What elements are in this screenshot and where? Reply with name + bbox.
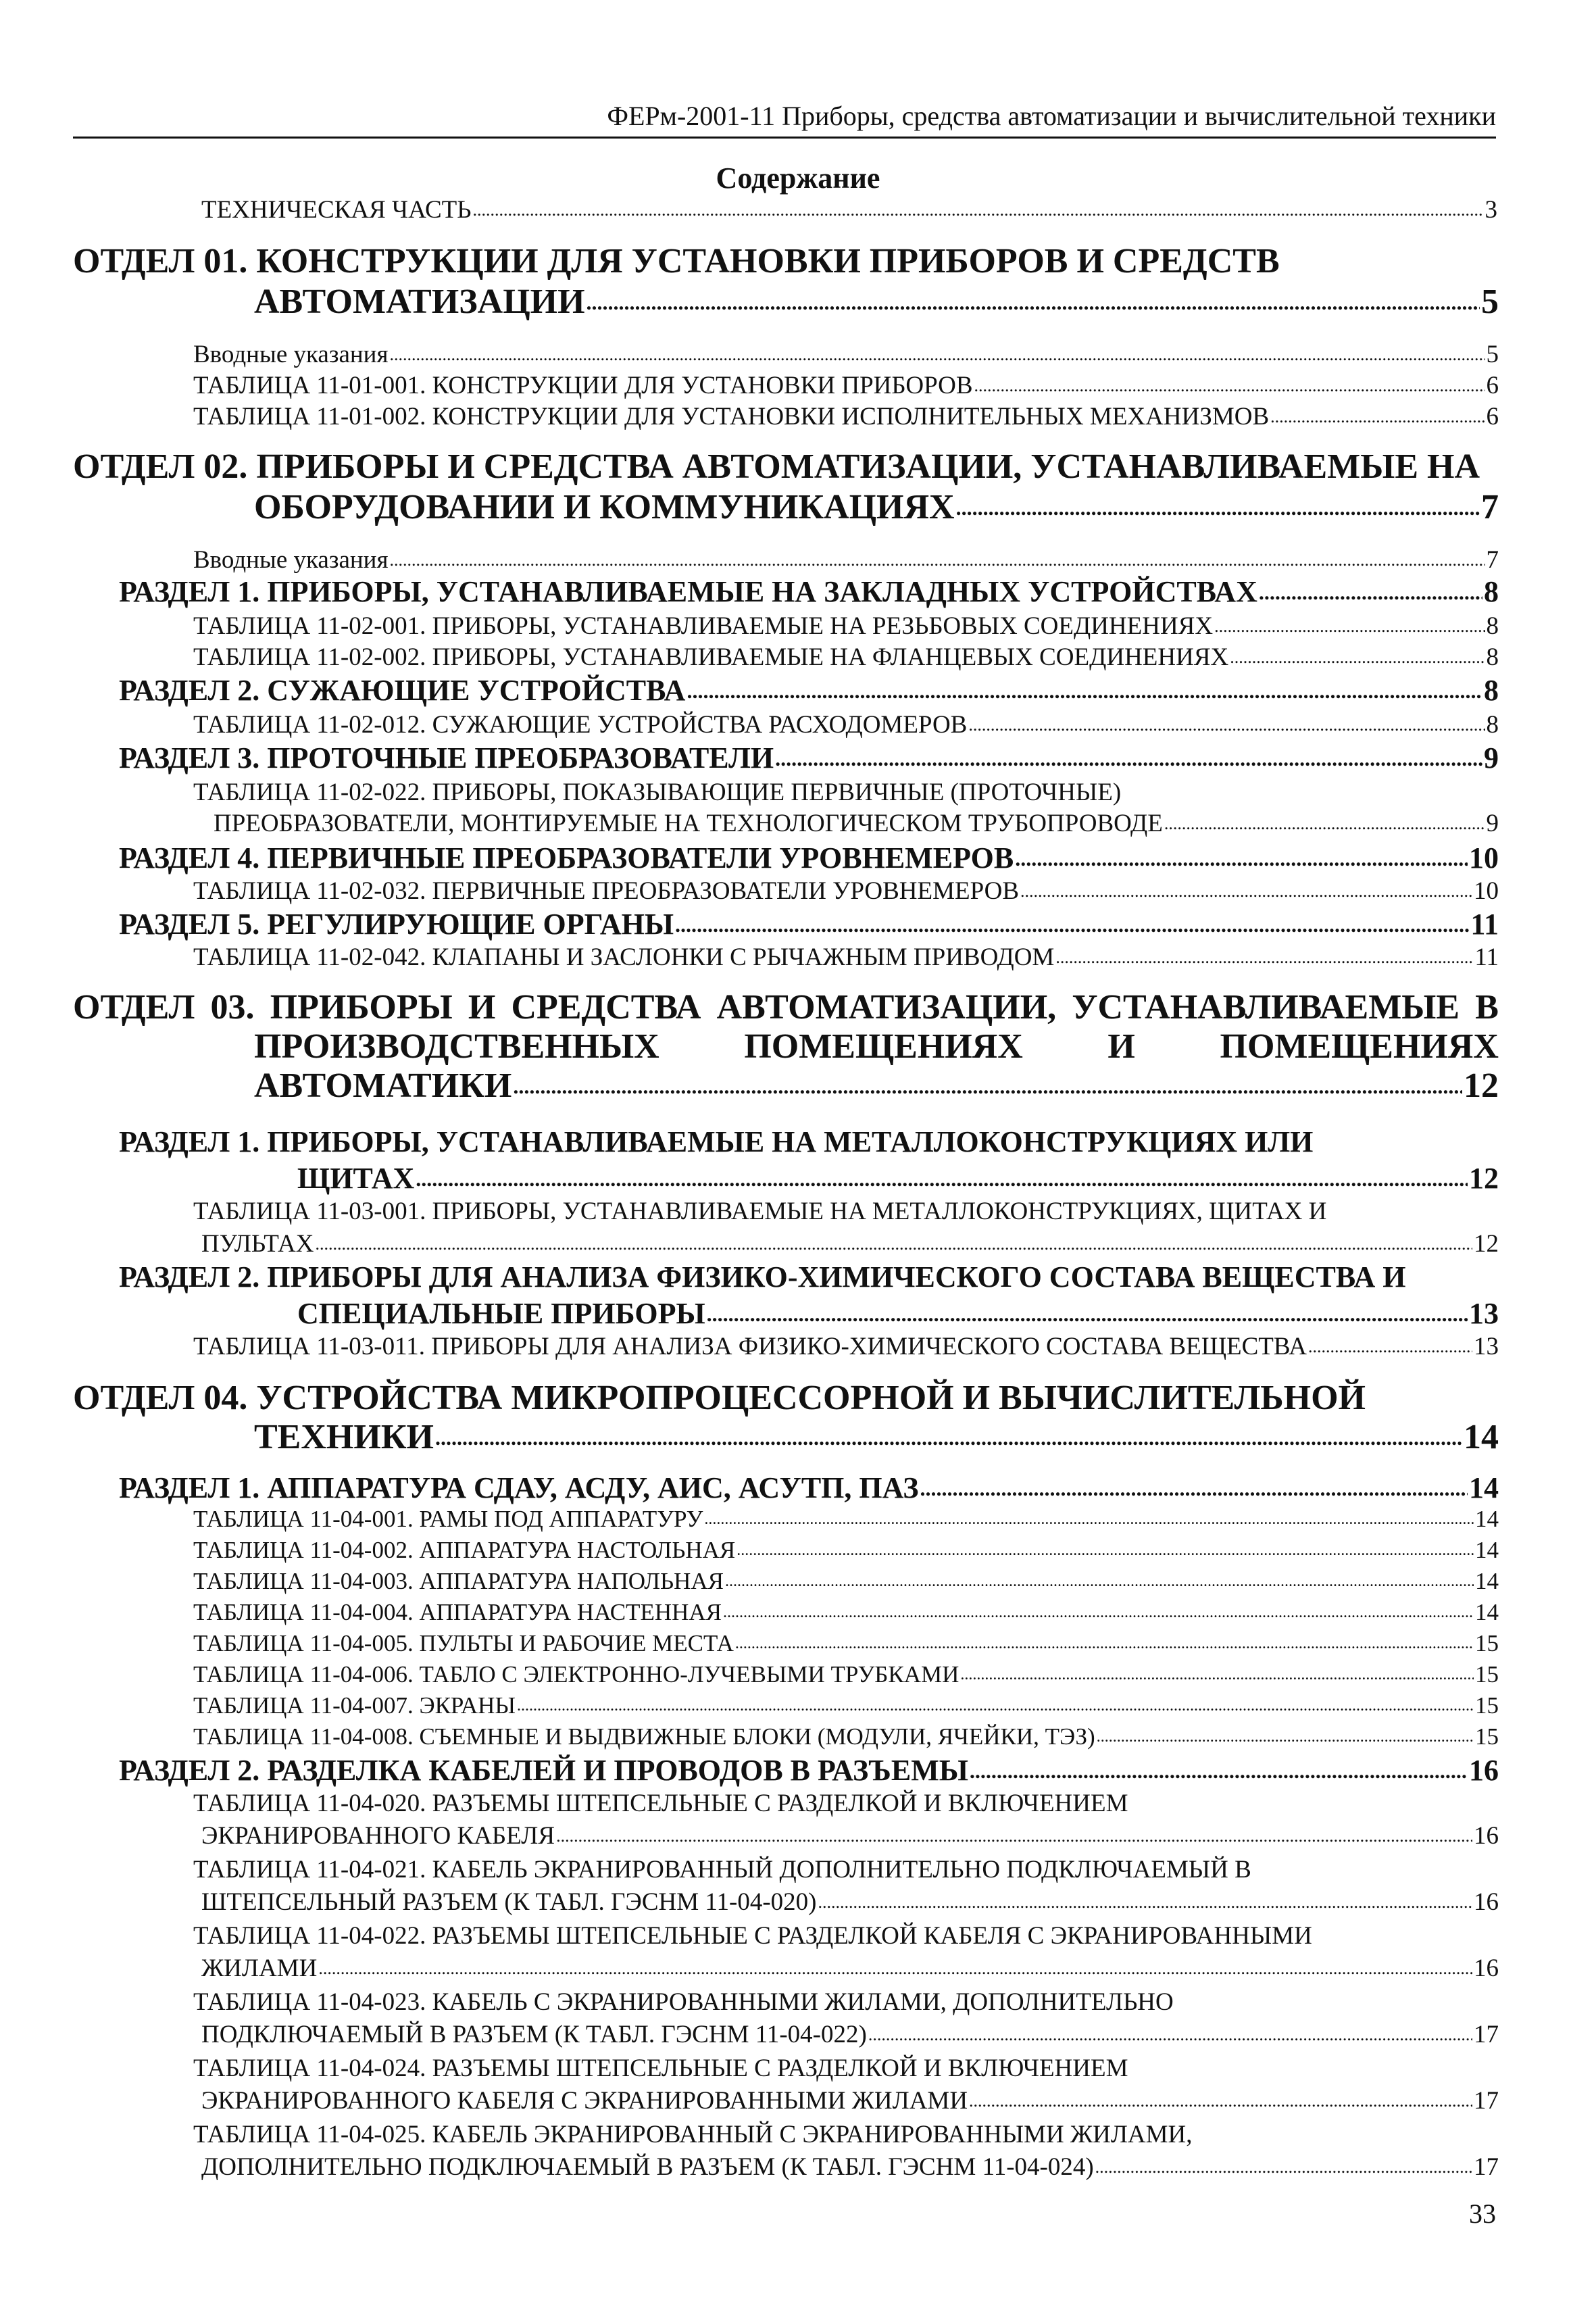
toc-table-11-02-001[interactable] [193, 611, 1499, 642]
toc-entry-label: РАЗДЕЛ 4. ПЕРВИЧНЫЕ ПРЕОБРАЗОВАТЕЛИ УРОВНЕМЕРОВ [119, 841, 1014, 875]
toc-page-number: 15 [1475, 1723, 1499, 1750]
dot-leader [868, 2019, 1472, 2050]
toc-entry-label: ТАБЛИЦА 11-02-012. СУЖАЮЩИЕ УСТРОЙСТВА РАСХОДОМЕРОВ [193, 711, 968, 739]
dot-leader [1055, 942, 1473, 973]
toc-page-number: 15 [1475, 1661, 1499, 1688]
toc-page-number: 13 [1474, 1333, 1499, 1360]
toc-division-03-line2[interactable] [254, 1027, 1499, 1066]
toc-entry-label: РАЗДЕЛ 2. РАЗДЕЛКА КАБЕЛЕЙ И ПРОВОДОВ В РАЗЪЕМЫ [119, 1754, 968, 1787]
toc-entry-label: ТАБЛИЦА 11-02-042. КЛАПАНЫ И ЗАСЛОНКИ С РЫЧАЖНЫМ ПРИВОДОМ [193, 943, 1055, 971]
toc-page-number: 11 [1474, 943, 1499, 971]
dot-leader [1164, 808, 1485, 839]
toc-entry-label: ТАБЛИЦА 11-04-002. АППАРАТУРА НАСТОЛЬНАЯ [193, 1537, 736, 1563]
toc-entry-label: РАЗДЕЛ 3. ПРОТОЧНЫЕ ПРЕОБРАЗОВАТЕЛИ [119, 741, 774, 774]
word: ПОМЕЩЕНИЯХ [1220, 1027, 1499, 1066]
toc-page-number: 15 [1475, 1692, 1499, 1719]
dot-leader [960, 1660, 1474, 1690]
toc-table-11-04-001[interactable] [193, 1504, 1499, 1534]
toc-table-11-01-002[interactable] [193, 401, 1499, 433]
dot-leader [316, 1229, 1473, 1260]
toc-section-03-1-line1[interactable]: РАЗДЕЛ 1. ПРИБОРЫ, УСТАНАВЛИВАЕМЫЕ НА МЕТАЛЛОКОНСТРУКЦИЯХ ИЛИ [119, 1125, 1314, 1158]
toc-page-number: 6 [1486, 372, 1499, 399]
toc-page-number: 16 [1469, 1754, 1499, 1787]
toc-entry-label: ОБОРУДОВАНИИ И КОММУНИКАЦИЯХ [254, 488, 955, 526]
toc-table-11-02-022[interactable] [214, 808, 1499, 839]
toc-page-number: 12 [1464, 1066, 1499, 1105]
toc-division-04[interactable] [254, 1418, 1499, 1457]
toc-table-11-04-024[interactable] [201, 2086, 1499, 2117]
toc-table-11-04-021-line1[interactable]: ТАБЛИЦА 11-04-021. КАБЕЛЬ ЭКРАНИРОВАННЫЙ ДОПОЛНИТЕЛЬНО ПОДКЛЮЧАЕМЫЙ В [193, 1856, 1251, 1884]
toc-section-04-1[interactable] [119, 1471, 1499, 1506]
dot-leader [1015, 841, 1468, 876]
toc-page-number: 8 [1484, 575, 1499, 608]
dot-leader [723, 1598, 1474, 1627]
dot-leader [675, 907, 1469, 942]
toc-entry-label: ТАБЛИЦА 11-01-001. КОНСТРУКЦИИ ДЛЯ УСТАНОВКИ ПРИБОРОВ [193, 372, 973, 399]
dot-leader [725, 1567, 1474, 1596]
toc-page-number: 16 [1474, 1954, 1499, 1982]
toc-page-number: 8 [1486, 612, 1499, 640]
toc-page-number: 11 [1470, 908, 1499, 941]
toc-table-11-04-025-line1[interactable]: ТАБЛИЦА 11-04-025. КАБЕЛЬ ЭКРАНИРОВАННЫЙ С ЭКРАНИРОВАННЫМИ ЖИЛАМИ, [193, 2121, 1193, 2148]
toc-page-number: 7 [1486, 546, 1499, 574]
word: ПРИБОРЫ [270, 988, 453, 1027]
toc-entry-label: ТАБЛИЦА 11-04-007. ЭКРАНЫ [193, 1692, 516, 1719]
toc-entry-label: ТАБЛИЦА 11-04-001. РАМЫ ПОД АППАРАТУРУ [193, 1506, 703, 1532]
toc-entry-label: Вводные указания [193, 341, 389, 368]
dot-leader [389, 339, 1485, 370]
toc-entry-label: ТЕХНИКИ [254, 1418, 434, 1456]
toc-entry-label: ПУЛЬТАХ [201, 1230, 314, 1258]
toc-page-number: 14 [1475, 1568, 1499, 1594]
toc-page-number: 12 [1474, 1230, 1499, 1258]
toc-page-number: 16 [1474, 1888, 1499, 1916]
toc-entry-label: ТАБЛИЦА 11-04-006. ТАБЛО С ЭЛЕКТРОННО-ЛУЧЕВЫМИ ТРУБКАМИ [193, 1661, 959, 1688]
dot-leader [818, 1887, 1473, 1918]
toc-table-11-04-024-line1[interactable]: ТАБЛИЦА 11-04-024. РАЗЪЕМЫ ШТЕПСЕЛЬНЫЕ С РАЗДЕЛКОЙ И ВКЛЮЧЕНИЕМ [193, 2054, 1128, 2082]
dot-leader [775, 741, 1482, 776]
toc-page-number: 3 [1485, 196, 1497, 224]
toc-table-11-04-003[interactable] [193, 1567, 1499, 1596]
dot-leader [318, 1953, 1472, 1984]
word: ПРОИЗВОДСТВЕННЫХ [254, 1027, 659, 1066]
toc-page-number: 12 [1469, 1162, 1499, 1195]
toc-table-11-04-022-line1[interactable]: ТАБЛИЦА 11-04-022. РАЗЪЕМЫ ШТЕПСЕЛЬНЫЕ С РАЗДЕЛКОЙ КАБЕЛЯ С ЭКРАНИРОВАННЫМИ [193, 1922, 1312, 1950]
dot-leader [974, 370, 1485, 401]
toc-page-number: 8 [1484, 674, 1499, 707]
toc-entry-label: ЩИТАХ [297, 1162, 415, 1195]
toc-table-11-04-002[interactable] [193, 1535, 1499, 1565]
toc-entry-label: ТАБЛИЦА 11-02-002. ПРИБОРЫ, УСТАНАВЛИВАЕМЫЕ НА ФЛАНЦЕВЫХ СОЕДИНЕНИЯХ [193, 643, 1229, 671]
toc-division-01-line1[interactable]: ОТДЕЛ 01. КОНСТРУКЦИИ ДЛЯ УСТАНОВКИ ПРИБОРОВ И СРЕДСТВ [73, 242, 1280, 280]
toc-entry-label: ТАБЛИЦА 11-04-008. СЪЕМНЫЕ И ВЫДВИЖНЫЕ БЛОКИ (МОДУЛИ, ЯЧЕЙКИ, ТЭЗ) [193, 1723, 1095, 1750]
toc-entry-label: ТАБЛИЦА 11-04-003. АППАРАТУРА НАПОЛЬНАЯ [193, 1568, 724, 1594]
dot-leader [1214, 611, 1485, 642]
toc-entry-label: ТАБЛИЦА 11-04-005. ПУЛЬТЫ И РАБОЧИЕ МЕСТА [193, 1630, 734, 1656]
toc-entry-label: РАЗДЕЛ 2. СУЖАЮЩИЕ УСТРОЙСТВА [119, 674, 686, 707]
toc-division-01[interactable] [254, 282, 1499, 322]
toc-table-11-04-020-line1[interactable]: ТАБЛИЦА 11-04-020. РАЗЪЕМЫ ШТЕПСЕЛЬНЫЕ С РАЗДЕЛКОЙ И ВКЛЮЧЕНИЕМ [193, 1790, 1128, 1817]
toc-table-11-01-001[interactable] [193, 370, 1499, 401]
dot-leader [687, 673, 1482, 708]
toc-entry-label: ШТЕПСЕЛЬНЫЙ РАЗЪЕМ (К ТАБЛ. ГЭСНМ 11-04-020) [201, 1888, 817, 1916]
toc-table-11-03-011[interactable] [193, 1331, 1499, 1362]
toc-page-number: 17 [1474, 2153, 1499, 2181]
toc-table-11-04-021[interactable] [201, 1887, 1499, 1918]
toc-page-number: 13 [1469, 1297, 1499, 1330]
toc-entry-label: РАЗДЕЛ 5. РЕГУЛИРУЮЩИЕ ОРГАНЫ [119, 908, 674, 941]
toc-entry-intro-01[interactable] [193, 339, 1499, 370]
toc-page-number: 10 [1474, 877, 1499, 905]
toc-entry-intro-02[interactable] [193, 545, 1499, 576]
toc-title: Содержание [716, 162, 880, 195]
word: АВТОМАТИЗАЦИИ, [716, 988, 1057, 1027]
toc-page-number: 9 [1484, 741, 1499, 774]
dot-leader [556, 1821, 1472, 1852]
toc-page-number: 8 [1486, 643, 1499, 671]
toc-entry-label: ПРЕОБРАЗОВАТЕЛИ, МОНТИРУЕМЫЕ НА ТЕХНОЛОГИЧЕСКОМ ТРУБОПРОВОДЕ [214, 810, 1163, 837]
toc-entry-label: РАЗДЕЛ 1. АППАРАТУРА СДАУ, АСДУ, АИС, АСУТП, ПАЗ [119, 1471, 919, 1504]
toc-page-number: 9 [1486, 810, 1499, 837]
toc-table-11-04-023-line1[interactable]: ТАБЛИЦА 11-04-023. КАБЕЛЬ С ЭКРАНИРОВАННЫМИ ЖИЛАМИ, ДОПОЛНИТЕЛЬНО [193, 1988, 1174, 2016]
dot-leader [416, 1161, 1468, 1196]
toc-entry-label: ПОДКЛЮЧАЕМЫЙ В РАЗЪЕМ (К ТАБЛ. ГЭСНМ 11-04-022) [201, 2021, 867, 2048]
word: И [1107, 1027, 1135, 1066]
dot-leader [472, 195, 1483, 226]
toc-page-number: 10 [1469, 841, 1499, 875]
toc-page-number: 7 [1481, 488, 1499, 526]
dot-leader [969, 2086, 1472, 2117]
toc-entry-label: РАЗДЕЛ 1. ПРИБОРЫ, УСТАНАВЛИВАЕМЫЕ НА ЗАКЛАДНЫХ УСТРОЙСТВАХ [119, 575, 1257, 608]
toc-division-03-line1[interactable] [73, 988, 1499, 1027]
word: В [1475, 988, 1499, 1027]
dot-leader [1259, 574, 1482, 610]
toc-section-02-3[interactable] [119, 741, 1499, 776]
toc-entry-label: АВТОМАТИЗАЦИИ [254, 282, 585, 321]
toc-division-02-line1[interactable]: ОТДЕЛ 02. ПРИБОРЫ И СРЕДСТВА АВТОМАТИЗАЦИИ, УСТАНАВЛИВАЕМЫЕ НА [73, 447, 1480, 486]
dot-leader [435, 1418, 1462, 1457]
dot-leader [1230, 642, 1485, 673]
toc-section-03-2[interactable] [297, 1296, 1499, 1331]
toc-table-11-02-002[interactable] [193, 642, 1499, 673]
dot-leader [956, 488, 1480, 527]
toc-division-04-line1[interactable]: ОТДЕЛ 04. УСТРОЙСТВА МИКРОПРОЦЕССОРНОЙ И ВЫЧИСЛИТЕЛЬНОЙ [73, 1379, 1366, 1417]
toc-table-11-04-006[interactable] [193, 1660, 1499, 1690]
toc-table-11-04-025[interactable] [201, 2152, 1499, 2183]
dot-leader [587, 282, 1480, 322]
word: СРЕДСТВА [511, 988, 701, 1027]
word: ПОМЕЩЕНИЯХ [744, 1027, 1023, 1066]
toc-entry-label: ТАБЛИЦА 11-03-011. ПРИБОРЫ ДЛЯ АНАЛИЗА ФИЗИКО-ХИМИЧЕСКОГО СОСТАВА ВЕЩЕСТВА [193, 1333, 1307, 1360]
toc-page-number: 6 [1486, 403, 1499, 430]
toc-division-03[interactable] [254, 1066, 1499, 1106]
toc-page-number: 14 [1464, 1418, 1499, 1456]
dot-leader [513, 1066, 1462, 1106]
dot-leader [737, 1535, 1474, 1565]
toc-entry-tech[interactable] [201, 195, 1497, 226]
dot-leader [517, 1691, 1474, 1721]
toc-table-11-04-004[interactable] [193, 1598, 1499, 1627]
toc-page-number: 14 [1475, 1537, 1499, 1563]
toc-entry-label: Вводные указания [193, 546, 389, 574]
toc-entry-label: ТАБЛИЦА 11-02-032. ПЕРВИЧНЫЕ ПРЕОБРАЗОВАТЕЛИ УРОВНЕМЕРОВ [193, 877, 1019, 905]
toc-table-11-02-012[interactable] [193, 710, 1499, 741]
toc-page-number: 14 [1475, 1599, 1499, 1625]
toc-page-number: 14 [1469, 1471, 1499, 1504]
toc-entry-label: СПЕЦИАЛЬНЫЕ ПРИБОРЫ [297, 1297, 705, 1330]
toc-page-number: 15 [1475, 1630, 1499, 1656]
toc-table-11-02-032[interactable] [193, 876, 1499, 907]
toc-entry-label: ТАБЛИЦА 11-01-002. КОНСТРУКЦИИ ДЛЯ УСТАНОВКИ ИСПОЛНИТЕЛЬНЫХ МЕХАНИЗМОВ [193, 403, 1270, 430]
word: 03. [210, 988, 255, 1027]
toc-entry-label: ЭКРАНИРОВАННОГО КАБЕЛЯ С ЭКРАНИРОВАННЫМИ ЖИЛАМИ [201, 2087, 968, 2115]
toc-section-02-1[interactable] [119, 574, 1499, 610]
dot-leader [389, 545, 1485, 576]
toc-table-11-04-008[interactable] [193, 1722, 1499, 1752]
dot-leader [735, 1629, 1474, 1658]
toc-section-02-4[interactable] [119, 841, 1499, 876]
toc-entry-label: ЖИЛАМИ [201, 1954, 318, 1982]
dot-leader [707, 1296, 1468, 1331]
toc-page-number: 16 [1474, 1822, 1499, 1850]
toc-entry-label: ТАБЛИЦА 11-04-004. АППАРАТУРА НАСТЕННАЯ [193, 1599, 722, 1625]
toc-section-03-1[interactable] [297, 1161, 1499, 1196]
dot-leader [1095, 2152, 1472, 2183]
toc-section-03-2-line1[interactable]: РАЗДЕЛ 2. ПРИБОРЫ ДЛЯ АНАЛИЗА ФИЗИКО-ХИМИЧЕСКОГО СОСТАВА ВЕЩЕСТВА И [119, 1260, 1406, 1294]
dot-leader [920, 1471, 1468, 1506]
toc-table-11-03-001-line1[interactable]: ТАБЛИЦА 11-03-001. ПРИБОРЫ, УСТАНАВЛИВАЕМЫЕ НА МЕТАЛЛОКОНСТРУКЦИЯХ, ЩИТАХ И [193, 1198, 1327, 1225]
toc-table-11-02-042[interactable] [193, 942, 1499, 973]
toc-entry-label: ТАБЛИЦА 11-02-001. ПРИБОРЫ, УСТАНАВЛИВАЕМЫЕ НА РЕЗЬБОВЫХ СОЕДИНЕНИЯХ [193, 612, 1214, 640]
toc-table-11-04-007[interactable] [193, 1691, 1499, 1721]
toc-page-number: 17 [1474, 2087, 1499, 2115]
toc-table-11-04-020[interactable] [201, 1821, 1499, 1852]
dot-leader [970, 1753, 1468, 1788]
toc-division-02[interactable] [254, 488, 1499, 527]
toc-page-number: 5 [1481, 282, 1499, 321]
toc-section-02-5[interactable] [119, 907, 1499, 942]
page-number: 33 [1469, 2198, 1496, 2229]
word: И [468, 988, 496, 1027]
toc-entry-label: ТЕХНИЧЕСКАЯ ЧАСТЬ [201, 196, 472, 224]
toc-entry-label: АВТОМАТИКИ [254, 1066, 512, 1105]
dot-leader [1097, 1722, 1474, 1752]
toc-entry-label: ЭКРАНИРОВАННОГО КАБЕЛЯ [201, 1822, 555, 1850]
word: УСТАНАВЛИВАЕМЫЕ [1072, 988, 1460, 1027]
dot-leader [968, 710, 1485, 741]
dot-leader [1270, 401, 1485, 433]
dot-leader [1308, 1331, 1472, 1362]
toc-table-11-04-005[interactable] [193, 1629, 1499, 1658]
toc-section-04-2[interactable] [119, 1753, 1499, 1788]
toc-table-11-04-022[interactable] [201, 1953, 1499, 1984]
toc-page-number: 8 [1486, 711, 1499, 739]
toc-table-11-03-001[interactable] [201, 1229, 1499, 1260]
toc-page-number: 14 [1475, 1506, 1499, 1532]
toc-entry-label: ДОПОЛНИТЕЛЬНО ПОДКЛЮЧАЕМЫЙ В РАЗЪЕМ (К ТАБЛ. ГЭСНМ 11-04-024) [201, 2153, 1094, 2181]
toc-table-11-04-023[interactable] [201, 2019, 1499, 2050]
dot-leader [704, 1504, 1474, 1534]
word: ОТДЕЛ [73, 988, 195, 1027]
toc-section-02-2[interactable] [119, 673, 1499, 708]
dot-leader [1020, 876, 1472, 907]
running-header: ФЕРм-2001-11 Приборы, средства автоматизации и вычислительной техники [73, 100, 1496, 139]
toc-page-number: 5 [1486, 341, 1499, 368]
toc-page-number: 17 [1474, 2021, 1499, 2048]
toc-table-11-02-022-line1[interactable]: ТАБЛИЦА 11-02-022. ПРИБОРЫ, ПОКАЗЫВАЮЩИЕ ПЕРВИЧНЫЕ (ПРОТОЧНЫЕ) [193, 779, 1122, 806]
